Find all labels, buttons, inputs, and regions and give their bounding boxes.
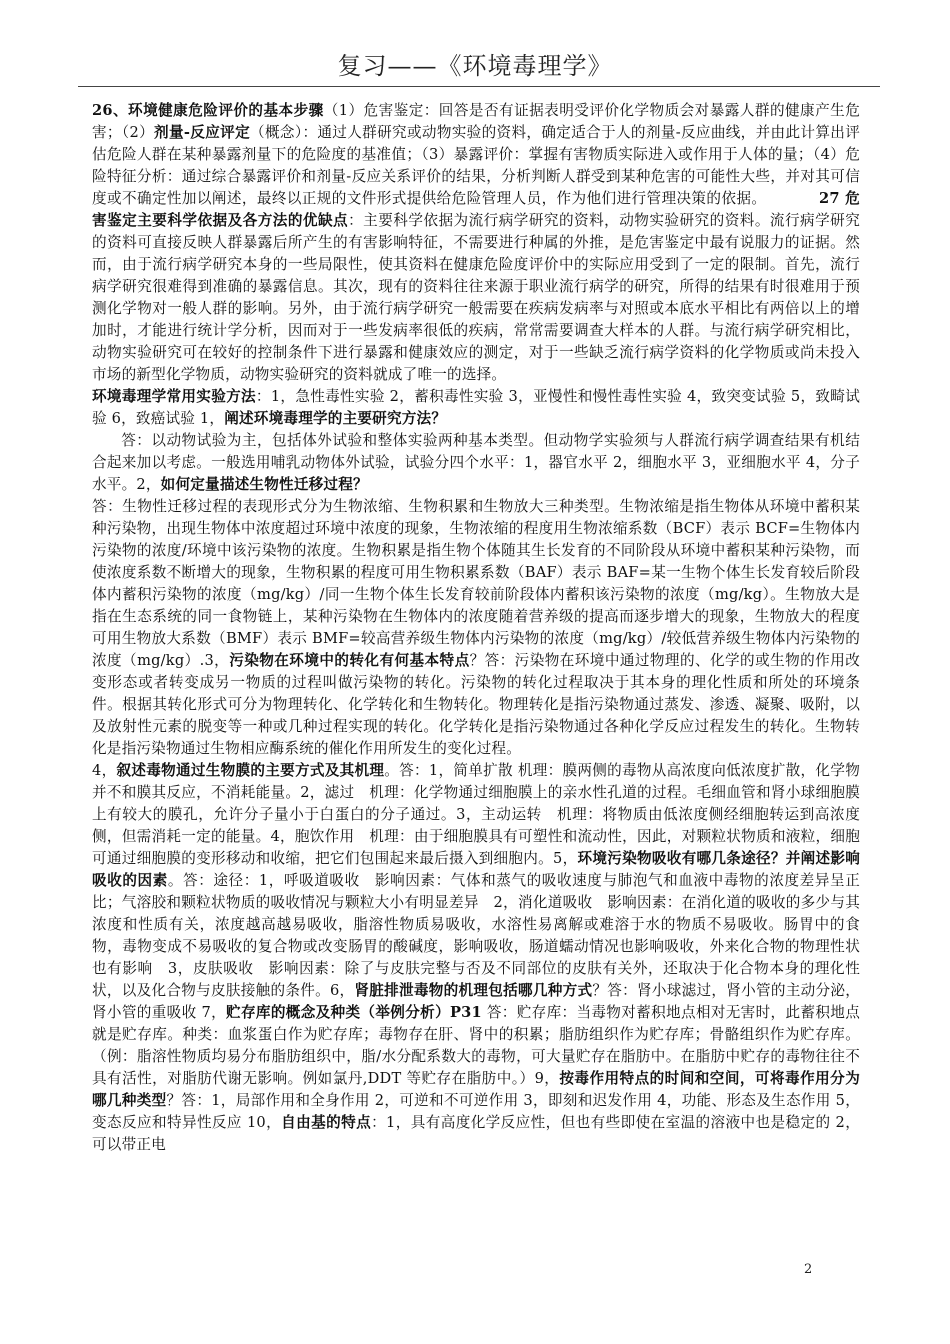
page-number: 2 (804, 1262, 813, 1277)
body-text: 。答：途径：1，呼吸道吸收 影响因素：气体和蒸气的吸收速度与肺泡气和血液中毒物的浓度差异呈正比；气溶胶和颗粒状物质的吸收情况与颗粒大小有明显差异 2，消化道吸收 影响因素：在消化道的吸收的多少与其浓度和性质有关，浓度越高越易吸收，脂溶性物质易吸收，水溶性易离解或难溶于水的物质不易吸收。肠胃中的食物，毒物变成不易吸收的复合物或改变肠胃的酸碱度，影响吸收，肠道蠕动情况也影响吸收，外来化合物的物理性状也有影响 3，皮肤吸收 影响因素：除了与皮肤完整与否及不同部位的皮肤有关外，还取决于化合物本身的理化性状，以及化合物与皮肤接触的条件。6， (92, 872, 860, 999)
bold-heading-text: 叙述毒物通过生物膜的主要方式及其机理 (116, 762, 385, 779)
body-text: ？答：1，局部作用和全身作用 2，可逆和不可逆作用 3，即刻和迟发作用 4，功能、形态及生态作用 5，变态反应和特异性反应 10， (92, 1092, 860, 1131)
body-text: 答：生物性迁移过程的表现形式分为生物浓缩、生物积累和生物放大三种类型。生物浓缩是指生物体从环境中蓄积某种污染物，出现生物体中浓度超过环境中浓度的现象，生物浓缩的程度用生物浓缩系数（BCF）表示 BCF=生物体内污染物的浓度/环境中该污染物的浓度。生物积累是指生物个体随其生长发育的不同阶段从环境中蓄积某种污染物，而使浓度系数不断增大的现象，生物积累的程度可用生物积累系数（BAF）表示 BAF=某一生物个体生长发育较后阶段体内蓄积污染物的浓度（mg/kg）/同一生物个体生长发育较前阶段体内蓄积该污染物的浓度（mg/kg）。生物放大是指在生态系统的同一食物链上，某种污染物在生物体内的浓度随着营养级的提高而逐步增大的现象，生物放大的程度可用生物放大系数（BMF）表示 BMF=较高营养级生物体内污染物的浓度（mg/kg）/较低营养级生物体内污染物的浓度（mg/kg）.3， (92, 498, 860, 669)
bold-heading-text: 贮存库的概念及种类（举例分析）P31 (226, 1004, 482, 1021)
bold-heading-text: 环境毒理学常用实验方法 (92, 388, 256, 405)
bold-heading-text: 污染物在环境中的转化有何基本特点 (229, 652, 470, 669)
page-title: 复习——《环境毒理学》 (337, 52, 613, 80)
bold-heading-text: 26、环境健康危险评价的基本步骤 (92, 102, 324, 119)
body-text: ：1，急性毒性实验 2，蓄积毒性实验 3，亚慢性和慢性毒性实验 4，致突变试验 5，致畸试验 6，致癌试验 1， (92, 388, 861, 427)
paragraph (92, 430, 860, 496)
body-text: ？答：污染物在环境中通过物理的、化学的或生物的作用改变形态或者转变成另一物质的过程叫做污染物的转化。污染物的转化过程取决于其本身的理化性质和所处的环境条件。根据其转化形式可分为物理转化、化学转化和生物转化。物理转化是指污染物通过蒸发、渗透、凝聚、吸附，以及放射性元素的脱变等一种或几种过程实现的转化。化学转化是指污染物通过各种化学反应过程发生的转化。生物转化是指污染物通过生物相应酶系统的催化作用所发生的变化过程。 (92, 652, 861, 757)
body-text: ：主要科学依据为流行病学研究的资料，动物实验研究的资料。流行病学研究的资料可直接反映人群暴露后所产生的有害影响特征，不需要进行种属的外推，是危害鉴定中最有说服力的证据。然而，由于流行病学研究本身的一些局限性，使其资料在健康危险度评价中的实际应用受到了一定的限制。首先，流行病学研究很难得到准确的暴露信息。其次，现有的资料往往来源于职业流行病学的研究，所得的结果有时很难用于预测化学物对一般人群的影响。另外，由于流行病学研究一般需要在疾病发病率与对照或本底水平相比有两倍以上的增加时，才能进行统计学分析，因而对于一些发病率很低的疾病，常常需要调查大样本的人群。与流行病学研究相比，动物实验研究可在较好的控制条件下进行暴露和健康效应的测定，对于一些缺乏流行病学资料的化学物质或尚未投入市场的新型化学物质，动物实验研究的资料就成了唯一的选择。 (92, 212, 860, 383)
bold-heading-text: 环境污染物吸收有哪几条途径？并阐述影响吸收的因素 (92, 850, 861, 889)
body-text: ：1，具有高度化学反应性，但也有些即使在室温的溶液中也是稳定的 2，可以带正电 (92, 1114, 860, 1153)
body-text: （1）危害鉴定：回答是否有证据表明受评价化学物质会对暴露人群的健康产生危害；（2） (92, 102, 860, 141)
bold-heading-text: 如何定量描述生物性迁移过程？ (160, 476, 368, 493)
bold-heading-text: 阐述环境毒理学的主要研究方法？ (224, 410, 447, 427)
bold-heading-text: 肾脏排泄毒物的机理包括哪几种方式 (354, 982, 593, 999)
bold-heading-text: 自由基的特点 (281, 1114, 372, 1131)
body-text: 。答：1，简单扩散 机理：膜两侧的毒物从高浓度向低浓度扩散，化学物并不和膜其反应，不消耗能量。2，滤过 机理：化学物通过细胞膜上的亲水性孔道的过程。毛细血管和肾小球细胞膜上有较大的膜孔，允许分子量小于白蛋白的分子通过。3，主动运转 机理：将物质由低浓度侧经细胞转运到高浓度侧，但需消耗一定的能量。4，胞饮作用 机理：由于细胞膜具有可塑性和流动性，因此，对颗粒状物质和液粒，细胞可通过细胞膜的变形移动和收缩，把它们包围起来最后摄入到细胞内。5， (92, 762, 860, 867)
paragraph (92, 496, 860, 760)
body-text: （概念）：通过人群研究或动物实验的资料，确定适合于人的剂量-反应曲线，并由此计算出评估危险人群在某种暴露剂量下的危险度的基准值；（3）暴露评价：掌握有害物质实际进入或作用于人体的量；（4）危险特征分析：通过综合暴露评价和剂量-反应关系评价的结果，分析判断人群受到某种危害的可能性大些，并对其可信度或不确定性加以阐述，最终以正规的文件形式提供给危险管理人员，作为他们进行管理决策的依据。 (92, 124, 860, 207)
bold-heading-text: 剂量-反应评定 (154, 124, 251, 141)
bold-heading-text: 按毒作用特点的时间和空间，可将毒作用分为哪几种类型 (92, 1070, 860, 1109)
body-text: 4， (92, 762, 117, 779)
body-text: ？答：肾小球滤过，肾小管的主动分泌，肾小管的重吸收 7， (92, 982, 861, 1021)
paragraph (92, 100, 860, 386)
paragraph (92, 760, 860, 1156)
bold-heading-text: 27 危害鉴定主要科学依据及各方法的优缺点 (92, 190, 860, 229)
paragraph (92, 386, 860, 430)
document-body (92, 100, 860, 1156)
body-text: 答：以动物试验为主，包括体外试验和整体实验两种基本类型。但动物学实验须与人群流行病学调查结果有机结合起来加以考虑。一般选用哺乳动物体外试验，试验分四个水平：1，器官水平 2，细胞水平 3，亚细胞水平 4，分子水平。2， (92, 432, 860, 493)
body-text: 答：贮存库：当毒物对蓄积地点相对无害时，此蓄积地点就是贮存库。种类：血浆蛋白作为贮存库；毒物存在肝、肾中的积累；脂肪组织作为贮存库；骨骼组织作为贮存库。（例：脂溶性物质均易分布脂肪组织中，脂/水分配系数大的毒物，可大量贮存在脂肪中。在脂肪中贮存的毒物往往不具有活性，对脂肪代谢无影响。例如氯丹,DDT 等贮存在脂肪中。）9， (92, 1004, 860, 1087)
title-divider (78, 86, 880, 87)
